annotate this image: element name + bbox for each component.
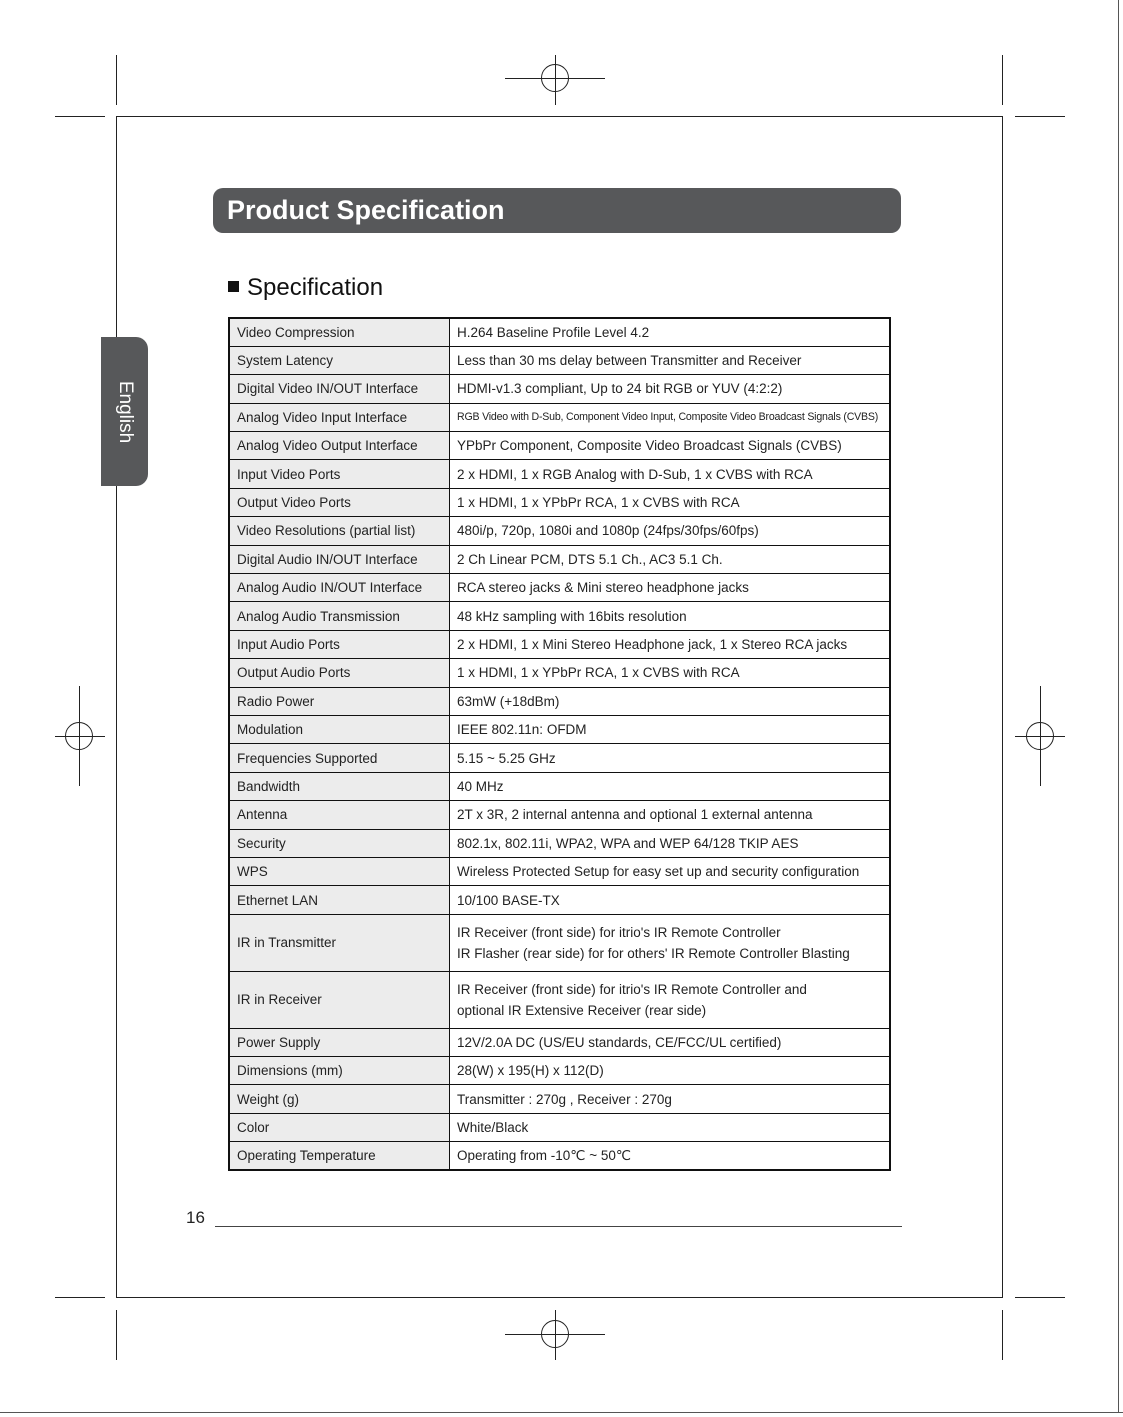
crop-mark [116, 55, 117, 105]
spec-label: Ethernet LAN [229, 886, 450, 914]
crop-mark [55, 116, 105, 117]
spec-value: 10/100 BASE-TX [450, 886, 891, 914]
spec-label: Output Audio Ports [229, 659, 450, 687]
spec-value: Operating from -10℃ ~ 50℃ [450, 1142, 891, 1170]
spec-value: HDMI-v1.3 compliant, Up to 24 bit RGB or YUV (4:2:2) [450, 375, 891, 403]
table-row [229, 1085, 890, 1113]
spec-value: 28(W) x 195(H) x 112(D) [450, 1057, 891, 1085]
table-row [229, 602, 890, 630]
crop-mark [1015, 116, 1065, 117]
table-row [229, 744, 890, 772]
spec-value: 48 kHz sampling with 16bits resolution [450, 602, 891, 630]
spec-value: 2 x HDMI, 1 x RGB Analog with D-Sub, 1 x CVBS with RCA [450, 460, 891, 488]
table-row [229, 460, 890, 488]
table-row [229, 1113, 890, 1141]
table-row [229, 346, 890, 374]
table-row [229, 1028, 890, 1056]
spec-label: Security [229, 829, 450, 857]
table-row [229, 318, 890, 346]
spec-label: Digital Audio IN/OUT Interface [229, 545, 450, 573]
table-row [229, 829, 890, 857]
spec-label: Frequencies Supported [229, 744, 450, 772]
spec-value-line: IR Receiver (front side) for itrio's IR Remote Controller [457, 924, 781, 940]
spec-value [450, 971, 891, 1028]
spec-label: Input Audio Ports [229, 630, 450, 658]
spec-label: Modulation [229, 715, 450, 743]
spec-value: IEEE 802.11n: OFDM [450, 715, 891, 743]
spec-label: Video Resolutions (partial list) [229, 517, 450, 545]
table-row [229, 488, 890, 516]
spec-value: RGB Video with D-Sub, Component Video Input, Composite Video Broadcast Signals (CVBS) [450, 403, 891, 431]
spec-label: Power Supply [229, 1028, 450, 1056]
spec-value: 802.1x, 802.11i, WPA2, WPA and WEP 64/128 TKIP AES [450, 829, 891, 857]
table-row [229, 971, 890, 1028]
language-tab [101, 337, 148, 486]
spec-value: White/Black [450, 1113, 891, 1141]
scan-edge [1118, 0, 1119, 1413]
spec-value: 5.15 ~ 5.25 GHz [450, 744, 891, 772]
table-row [229, 545, 890, 573]
crop-mark [1015, 1297, 1065, 1298]
section-heading [228, 274, 383, 302]
table-row [229, 574, 890, 602]
spec-label: WPS [229, 857, 450, 885]
spec-value: H.264 Baseline Profile Level 4.2 [450, 318, 891, 346]
spec-value: YPbPr Component, Composite Video Broadcast Signals (CVBS) [450, 432, 891, 460]
spec-value: 2T x 3R, 2 internal antenna and optional 1 external antenna [450, 801, 891, 829]
table-row [229, 630, 890, 658]
spec-label: Color [229, 1113, 450, 1141]
spec-value: 1 x HDMI, 1 x YPbPr RCA, 1 x CVBS with RCA [450, 659, 891, 687]
spec-table [228, 317, 891, 1171]
scan-edge [0, 1412, 1123, 1413]
table-row [229, 857, 890, 885]
spec-value: RCA stereo jacks & Mini stereo headphone jacks [450, 574, 891, 602]
spec-value: 63mW (+18dBm) [450, 687, 891, 715]
spec-label: Radio Power [229, 687, 450, 715]
spec-label: Bandwidth [229, 772, 450, 800]
language-tab-label: English [114, 380, 136, 443]
table-row [229, 659, 890, 687]
table-row [229, 403, 890, 431]
crop-mark [1002, 1310, 1003, 1360]
spec-label: Operating Temperature [229, 1142, 450, 1170]
table-row [229, 1142, 890, 1170]
page-number: 16 [186, 1208, 205, 1227]
table-row [229, 1057, 890, 1085]
table-row [229, 517, 890, 545]
spec-label: Analog Video Input Interface [229, 403, 450, 431]
spec-label: Input Video Ports [229, 460, 450, 488]
spec-value: Wireless Protected Setup for easy set up and security configuration [450, 857, 891, 885]
table-row [229, 886, 890, 914]
spec-value: 1 x HDMI, 1 x YPbPr RCA, 1 x CVBS with RCA [450, 488, 891, 516]
spec-label: Digital Video IN/OUT Interface [229, 375, 450, 403]
spec-value-line: optional IR Extensive Receiver (rear side) [457, 1002, 707, 1018]
spec-value-line: IR Receiver (front side) for itrio's IR Remote Controller and [457, 981, 807, 997]
crop-mark [1002, 55, 1003, 105]
spec-value [450, 914, 891, 971]
spec-label: IR in Transmitter [229, 914, 450, 971]
spec-label: IR in Receiver [229, 971, 450, 1028]
table-row [229, 772, 890, 800]
spec-value: 12V/2.0A DC (US/EU standards, CE/FCC/UL certified) [450, 1028, 891, 1056]
table-row [229, 375, 890, 403]
crop-mark [55, 1297, 105, 1298]
spec-label: Analog Audio Transmission [229, 602, 450, 630]
section-heading-text: Specification [247, 274, 384, 301]
bullet-square-icon [228, 281, 239, 292]
table-row [229, 432, 890, 460]
table-row [229, 687, 890, 715]
spec-value: 2 Ch Linear PCM, DTS 5.1 Ch., AC3 5.1 Ch. [450, 545, 891, 573]
spec-value: 480i/p, 720p, 1080i and 1080p (24fps/30fps/60fps) [450, 517, 891, 545]
spec-label: Dimensions (mm) [229, 1057, 450, 1085]
table-row [229, 715, 890, 743]
spec-value: Less than 30 ms delay between Transmitter and Receiver [450, 346, 891, 374]
table-row [229, 801, 890, 829]
table-row [229, 914, 890, 971]
spec-label: Antenna [229, 801, 450, 829]
spec-label: Weight (g) [229, 1085, 450, 1113]
page-title: Product Specification [213, 188, 901, 233]
spec-value: Transmitter : 270g , Receiver : 270g [450, 1085, 891, 1113]
spec-label: Output Video Ports [229, 488, 450, 516]
spec-label: Analog Video Output Interface [229, 432, 450, 460]
spec-value-line: IR Flasher (rear side) for for others' IR Remote Controller Blasting [457, 945, 850, 961]
spec-value: 40 MHz [450, 772, 891, 800]
spec-label: Video Compression [229, 318, 450, 346]
spec-value: 2 x HDMI, 1 x Mini Stereo Headphone jack, 1 x Stereo RCA jacks [450, 630, 891, 658]
footer-rule [215, 1226, 902, 1227]
crop-mark [116, 1310, 117, 1360]
spec-label: System Latency [229, 346, 450, 374]
spec-label: Analog Audio IN/OUT Interface [229, 574, 450, 602]
